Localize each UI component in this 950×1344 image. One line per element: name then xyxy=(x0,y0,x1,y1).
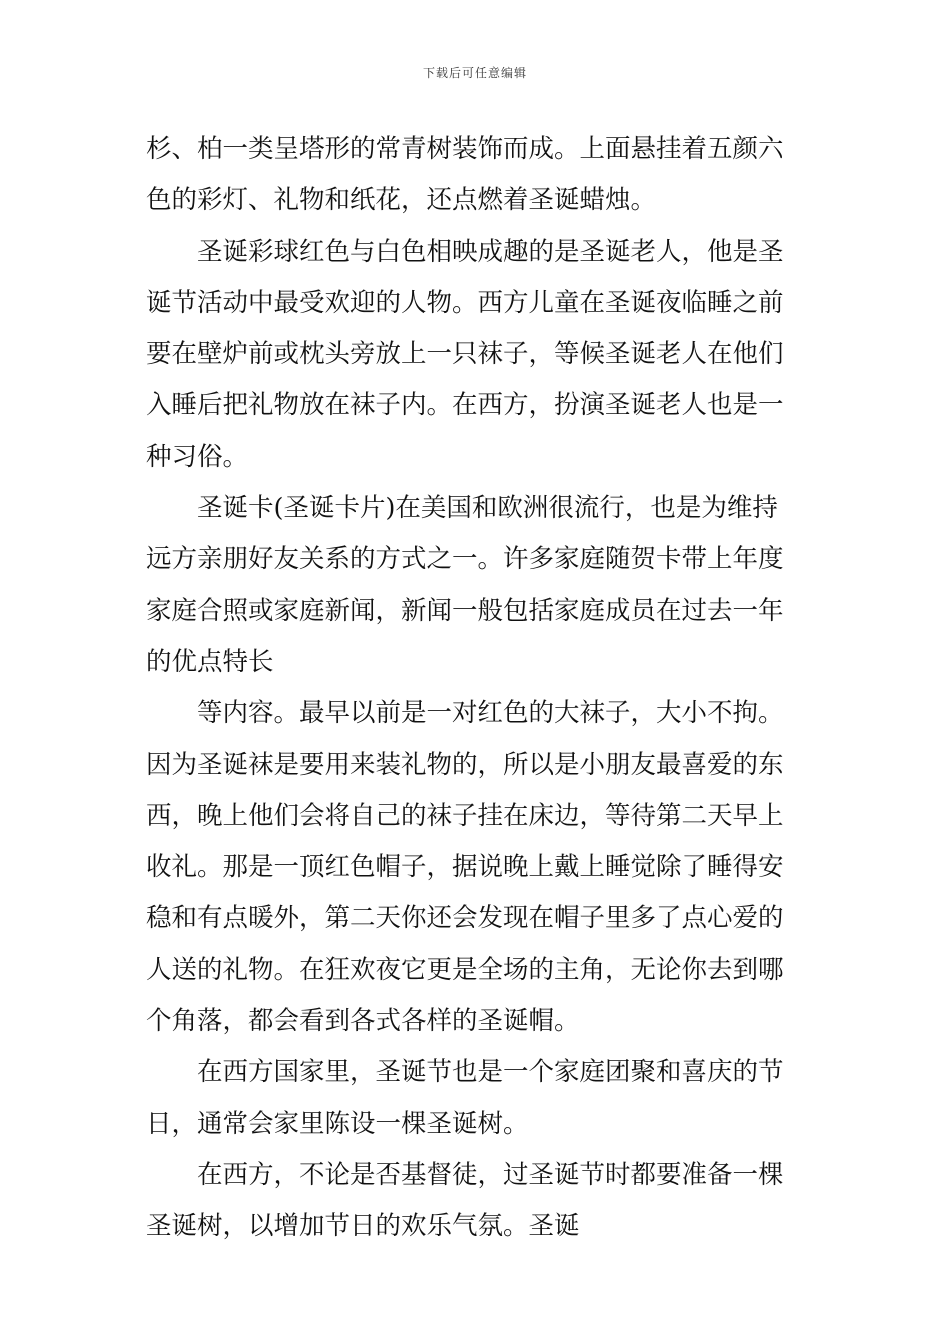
text-line: 稳和有点暖外，第二天你还会发现在帽子里多了点心爱的 xyxy=(146,903,784,934)
text-line: 远方亲朋好友关系的方式之一。许多家庭随贺卡带上年度 xyxy=(146,544,784,575)
page-header: 下载后可任意编辑 xyxy=(422,66,527,80)
paragraph-start-line: 在西方，不论是否基督徒，过圣诞节时都要准备一棵 xyxy=(197,1159,784,1190)
text-line: 收礼。那是一顶红色帽子，据说晚上戴上睡觉除了睡得安 xyxy=(146,852,784,883)
text-line: 种习俗。 xyxy=(146,441,249,472)
text-line: 杉、柏一类呈塔形的常青树装饰而成。上面悬挂着五颜六 xyxy=(146,134,784,164)
paragraph-start-line: 等内容。最早以前是一对红色的大袜子，大小不拘。 xyxy=(197,698,784,729)
text-line: 要在壁炉前或枕头旁放上一只袜子，等候圣诞老人在他们 xyxy=(146,339,784,370)
paragraph-start-line: 圣诞卡(圣诞卡片)在美国和欧洲很流行，也是为维持 xyxy=(197,493,778,524)
text-line: 个角落，都会看到各式各样的圣诞帽。 xyxy=(146,1006,580,1037)
paragraph-start-line: 圣诞彩球红色与白色相映成趣的是圣诞老人，他是圣 xyxy=(197,236,784,267)
body-text xyxy=(146,124,806,1253)
text-line: 诞节活动中最受欢迎的人物。西方儿童在圣诞夜临睡之前 xyxy=(146,287,784,318)
text-line: 人送的礼物。在狂欢夜它更是全场的主角，无论你去到哪 xyxy=(146,954,784,985)
text-line: 入睡后把礼物放在袜子内。在西方，扮演圣诞老人也是一 xyxy=(146,390,784,421)
text-line: 西，晚上他们会将自己的袜子挂在床边，等待第二天早上 xyxy=(146,800,784,831)
paragraph-start-line: 在西方国家里，圣诞节也是一个家庭团聚和喜庆的节 xyxy=(197,1057,784,1088)
text-line: 日，通常会家里陈设一棵圣诞树。 xyxy=(146,1108,529,1139)
text-line: 圣诞树，以增加节日的欢乐气氛。圣诞 xyxy=(146,1211,580,1242)
text-line: 家庭合照或家庭新闻，新闻一般包括家庭成员在过去一年 xyxy=(146,595,784,626)
text-line: 色的彩灯、礼物和纸花，还点燃着圣诞蜡烛。 xyxy=(146,185,657,216)
text-line: 的优点特长 xyxy=(146,646,274,677)
text-line: 因为圣诞袜是要用来装礼物的，所以是小朋友最喜爱的东 xyxy=(146,749,784,780)
